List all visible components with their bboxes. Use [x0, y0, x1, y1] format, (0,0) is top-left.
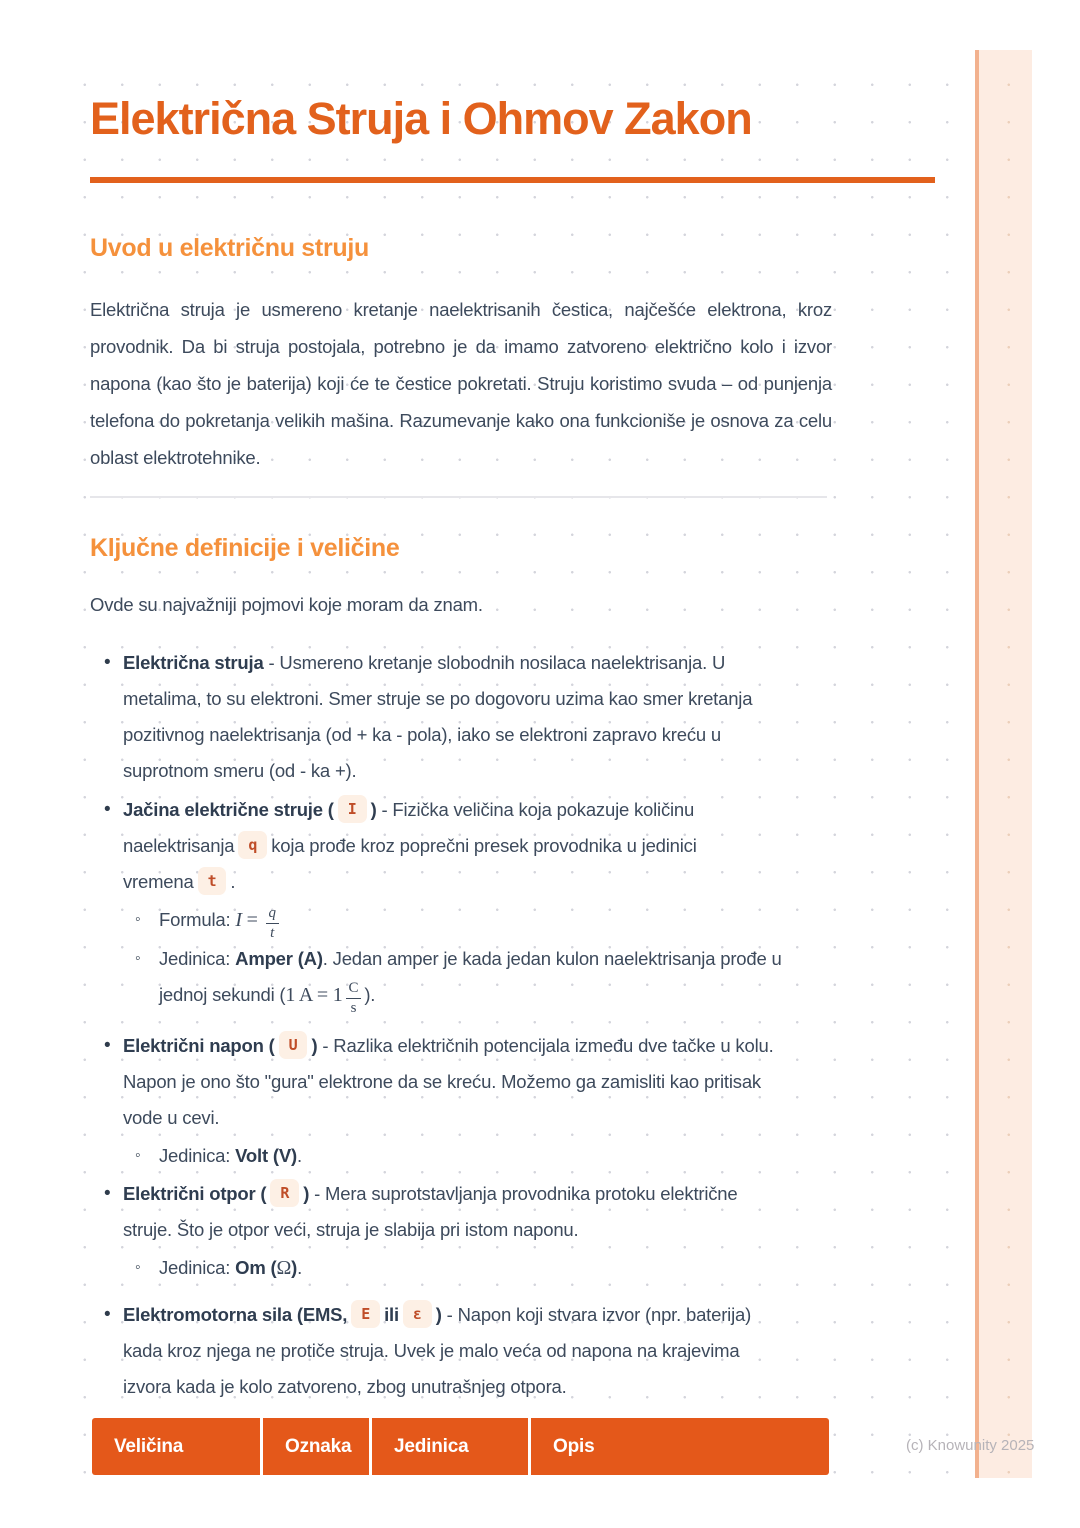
- inline-code-chip: q: [238, 831, 267, 859]
- inline-code-chip: U: [279, 1031, 308, 1059]
- table-header-velicina: Veličina: [92, 1418, 263, 1475]
- section-heading-uvod: Uvod u električnu struju: [90, 234, 369, 262]
- definition-term: ): [291, 1257, 298, 1278]
- definition-subitem: [133, 941, 832, 1016]
- page-title: Električna Struja i Ohmov Zakon: [90, 93, 752, 144]
- definition-term: Elektromotorna sila (EMS,: [123, 1304, 348, 1325]
- section-divider: [90, 496, 827, 498]
- definition-body-text: suprotnom smeru (od - ka +).: [123, 760, 357, 781]
- definition-text: [123, 1304, 751, 1397]
- definition-term: Jačina električne struje (: [123, 799, 334, 820]
- definition-body-text: ).: [364, 984, 376, 1005]
- definition-sublist: [123, 1250, 832, 1286]
- notebook-page: [55, 50, 1035, 1478]
- math-text: 1 A = 1: [285, 984, 343, 1006]
- definition-body-text: jednoj sekundi (: [159, 984, 286, 1005]
- definition-subitem: [133, 902, 832, 941]
- definition-item: [90, 1028, 832, 1174]
- definition-term: ): [435, 1304, 442, 1325]
- definition-body-text: vode u cevi.: [123, 1107, 220, 1128]
- definition-body-text: - Razlika električnih potencijala između dve tačke u kolu.: [317, 1035, 774, 1056]
- table-header-oznaka: Oznaka: [263, 1418, 372, 1475]
- definition-subitem: [133, 1250, 832, 1286]
- definition-body-text: .: [230, 871, 236, 892]
- definition-sublist: [123, 1138, 832, 1174]
- definition-text: [123, 1035, 774, 1128]
- definition-text: [123, 652, 752, 781]
- definition-body-text: pozitivnog naelektrisanja (od + ka - pola), iako se elektroni zapravo kreću u: [123, 724, 721, 745]
- math-symbol: I: [235, 909, 242, 931]
- inline-code-chip: t: [198, 867, 227, 895]
- definition-term: Volt (V): [235, 1145, 297, 1166]
- definition-term: Amper (A): [235, 948, 323, 969]
- definition-term: Električni otpor (: [123, 1183, 267, 1204]
- definition-body-text: Jedinica:: [159, 1257, 236, 1278]
- definition-body-text: .: [296, 1145, 302, 1166]
- table-header-jedinica: Jedinica: [372, 1418, 531, 1475]
- definition-body-text: vremena: [123, 871, 194, 892]
- definition-text: [123, 1183, 737, 1240]
- inline-code-chip: R: [270, 1179, 299, 1207]
- definition-term: Električni napon (: [123, 1035, 275, 1056]
- definition-body-text: kada kroz njega ne protiče struja. Uvek je malo veća od napona na krajevima: [123, 1340, 740, 1361]
- definition-item: [90, 1176, 832, 1286]
- definition-body-text: . Jedan amper je kada jedan kulon naelektrisanja prođe u: [322, 948, 782, 969]
- section-heading-definicije: Ključne definicije i veličine: [90, 534, 400, 562]
- definition-body-text: Jedinica:: [159, 1145, 236, 1166]
- definition-body-text: izvora kada je kolo zatvoreno, zbog unutrašnjeg otpora.: [123, 1376, 567, 1397]
- definition-body-text: - Usmereno kretanje slobodnih nosilaca naelektrisanja. U: [263, 652, 726, 673]
- definition-term: Električna struja: [123, 652, 264, 673]
- definition-body-text: koja prođe kroz poprečni presek provodnika u jedinici: [271, 835, 697, 856]
- definition-body-text: .: [297, 1257, 303, 1278]
- definition-term: ili: [384, 1304, 399, 1325]
- page-margin-band: [975, 50, 1032, 1478]
- definition-body-text: Formula:: [159, 909, 236, 930]
- definition-item: [90, 645, 832, 789]
- copyright-text: (c) Knowunity 2025: [906, 1437, 1035, 1454]
- math-text: Ω: [276, 1257, 292, 1279]
- definition-term: ): [303, 1183, 310, 1204]
- inline-code-chip: ε: [403, 1300, 432, 1328]
- definition-body-text: - Napon koji stvara izvor (npr. baterija): [441, 1304, 752, 1325]
- definition-term: ): [370, 799, 377, 820]
- definition-item: [90, 792, 832, 1016]
- definition-body-text: Napon je ono što "gura" elektrone da se kreću. Možemo ga zamisliti kao pritisak: [123, 1071, 761, 1092]
- definition-text: [123, 799, 697, 892]
- math-fraction: $\frac{C}{s}$: [346, 981, 362, 1016]
- definition-body-text: - Fizička veličina koja pokazuje količinu: [376, 799, 695, 820]
- math-text: =: [241, 909, 263, 931]
- definition-body-text: naelektrisanja: [123, 835, 235, 856]
- math-fraction: $\frac{q}{t}$: [266, 906, 279, 941]
- inline-code-chip: I: [338, 795, 367, 823]
- definition-term: ): [311, 1035, 318, 1056]
- table-header-opis: Opis: [531, 1418, 829, 1475]
- definition-body-text: struje. Što je otpor veći, struja je slabija pri istom naponu.: [123, 1219, 579, 1240]
- definition-body-text: Jedinica:: [159, 948, 236, 969]
- definition-item: [90, 1297, 832, 1405]
- definition-term: Om (: [235, 1257, 277, 1278]
- definition-body-text: - Mera suprotstavljanja provodnika protoku električne: [309, 1183, 738, 1204]
- definition-body-text: metalima, to su elektroni. Smer struje se po dogovoru uzima kao smer kretanja: [123, 688, 753, 709]
- title-rule: [90, 177, 935, 183]
- definition-subitem: [133, 1138, 832, 1174]
- intro-paragraph: Električna struja je usmereno kretanje naelektrisanih čestica, najčešće elektrona, kroz provodnik. Da bi struja postojala, potrebno je da imamo zatvoreno električno kolo i izvor napona (kao što je baterija) koji će te čestice pokretati. Struju koristimo svuda – od punjenja telefona do pokretanja velikih mašina. Razumevanje kako ona funkcioniše je osnova za celu oblast elektrotehnike.: [90, 299, 832, 468]
- quantities-table-header-row: [92, 1418, 829, 1475]
- definition-sublist: [123, 902, 832, 1016]
- definitions-intro: Ovde su najvažniji pojmovi koje moram da znam.: [90, 594, 483, 615]
- inline-code-chip: E: [351, 1300, 380, 1328]
